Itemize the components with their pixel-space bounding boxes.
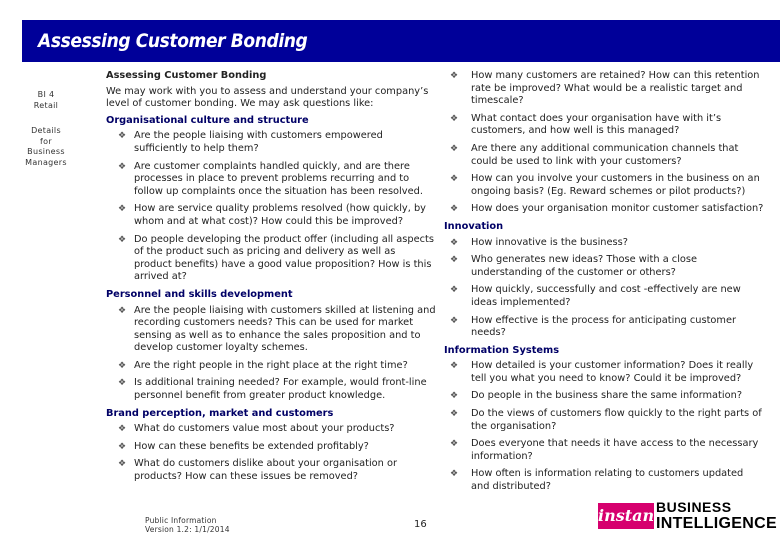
- list-item-text: How are service quality problems resolved (how quickly, by whom and at what cost)? How could this be improved?: [134, 203, 426, 227]
- diamond-bullet-icon: ❖: [449, 174, 459, 185]
- list-item: [444, 360, 764, 385]
- document-info: [145, 516, 230, 534]
- list-item: [106, 458, 436, 483]
- diamond-bullet-icon: ❖: [449, 361, 459, 372]
- list-item: [444, 237, 764, 250]
- diamond-bullet-icon: ❖: [117, 360, 127, 371]
- list-item: [444, 143, 764, 168]
- list-item: [106, 423, 436, 436]
- list-item-text: How effective is the process for anticipating customer needs?: [471, 314, 737, 339]
- logo-intelligence-text: INTELLIGENCE: [656, 515, 777, 532]
- diamond-bullet-icon: ❖: [449, 439, 459, 450]
- list-item-text: What do customers value most about your products?: [134, 423, 395, 435]
- sidebar-details-line: Details: [31, 126, 61, 135]
- diamond-bullet-icon: ❖: [117, 459, 127, 470]
- list-item-text: How quickly, successfully and cost -effectively are new ideas implemented?: [471, 284, 741, 308]
- list-item-text: Do people developing the product offer (including all aspects of the product such as pricing and delivery as well as product benefits) have a good value proposition? How is this arrived at?: [134, 233, 434, 283]
- list-item: [444, 284, 764, 309]
- diamond-bullet-icon: ❖: [449, 391, 459, 402]
- document-version: Version 1.2: 1/1/2014: [145, 525, 230, 534]
- diamond-bullet-icon: ❖: [449, 469, 459, 480]
- list-item-text: How many customers are retained? How can this retention rate be improved? What would be a realistic target and timescale?: [471, 70, 760, 107]
- list-item: [106, 441, 436, 454]
- content-title: Assessing Customer Bonding: [106, 70, 267, 81]
- list-item: [444, 315, 764, 340]
- list-item-text: How does your organisation monitor customer satisfaction?: [471, 203, 764, 215]
- logo-instant-mark: instant: [598, 503, 654, 529]
- list-item: [444, 390, 764, 403]
- document-classification: Public Information: [145, 516, 217, 525]
- diamond-bullet-icon: ❖: [449, 71, 459, 81]
- right-column: [444, 70, 764, 499]
- list-item-text: How can these benefits be extended profitably?: [134, 440, 369, 452]
- diamond-bullet-icon: ❖: [449, 143, 459, 154]
- sidebar-segment: Retail: [33, 100, 59, 110]
- list-item-text: Are the right people in the right place at the right time?: [134, 359, 408, 371]
- diamond-bullet-icon: ❖: [117, 131, 127, 142]
- sidebar-code: [20, 90, 72, 111]
- diamond-bullet-icon: ❖: [449, 255, 459, 266]
- list-item-text: Are the people liaising with customers skilled at listening and recording customers needs? This can be used for market sensing as well as to enhance the sales proposition and to develop customer loyalty schemes.: [134, 304, 436, 354]
- sidebar-details-line: for: [40, 136, 52, 146]
- list-item-text: Is additional training needed? For example, would front-line personnel benefit from greater product knowledge.: [134, 377, 427, 402]
- list-item: [106, 360, 436, 373]
- instant-business-intelligence-logo: [598, 497, 776, 533]
- list-item: [106, 305, 436, 355]
- list-item-text: Are there any additional communication channels that could be used to link with your customers?: [471, 142, 739, 167]
- diamond-bullet-icon: ❖: [117, 161, 127, 172]
- list-item: [106, 130, 436, 155]
- list-item: [444, 438, 764, 463]
- diamond-bullet-icon: ❖: [117, 305, 127, 316]
- diamond-bullet-icon: ❖: [449, 113, 459, 124]
- list-item: [444, 113, 764, 138]
- list-item-text: What do customers dislike about your organisation or products? How can these issues be removed?: [134, 458, 398, 483]
- list-item: [444, 203, 764, 216]
- list-item-text: Who generates new ideas? Those with a close understanding of the customer or others?: [471, 254, 698, 278]
- list-item: [106, 234, 436, 284]
- sidebar-details-line: Business: [27, 147, 65, 156]
- list-item-text: How often is information relating to customers updated and distributed?: [471, 468, 744, 493]
- page-title: Assessing Customer Bonding: [38, 30, 308, 52]
- page-number: 16: [414, 519, 427, 530]
- section-heading-brand: Brand perception, market and customers: [106, 407, 334, 419]
- list-item-text: Do the views of customers flow quickly to the right parts of the organisation?: [471, 408, 762, 432]
- list-item-text: How detailed is your customer information? Does it really tell you what you need to know? Could it be improved?: [471, 360, 754, 384]
- section-heading-information-systems: Information Systems: [444, 344, 560, 356]
- diamond-bullet-icon: ❖: [117, 378, 127, 389]
- logo-business-text: BUSINESS: [656, 499, 732, 515]
- sidebar-details-line: Managers: [25, 157, 67, 167]
- list-item: [106, 161, 436, 199]
- section-heading-personnel: Personnel and skills development: [106, 288, 293, 300]
- diamond-bullet-icon: ❖: [449, 315, 459, 326]
- list-item: [444, 173, 764, 198]
- list-item: [444, 408, 764, 433]
- list-item-text: Do people in the business share the same information?: [471, 390, 743, 402]
- list-item: [106, 377, 436, 402]
- list-item-text: Are the people liaising with customers empowered sufficiently to help them?: [134, 130, 383, 154]
- list-item: [106, 203, 436, 228]
- list-item-text: Are customer complaints handled quickly, and are there processes in place to prevent problems recurring and to follow up complaints once the situation has been resolved.: [134, 160, 423, 197]
- intro-paragraph: We may work with you to assess and understand your company’s level of customer bonding. We may ask questions like:: [106, 85, 429, 110]
- list-item-text: What contact does your organisation have with it’s customers, and how well is this managed?: [471, 112, 722, 137]
- list-item: [444, 468, 764, 493]
- list-item: [444, 70, 764, 108]
- section-heading-innovation: Innovation: [444, 220, 504, 232]
- section-heading-culture: Organisational culture and structure: [106, 114, 309, 126]
- diamond-bullet-icon: ❖: [449, 237, 459, 248]
- diamond-bullet-icon: ❖: [117, 234, 127, 245]
- left-column: [106, 70, 436, 489]
- list-item-text: Does everyone that needs it have access to the necessary information?: [471, 438, 759, 462]
- sidebar-details: [20, 126, 72, 168]
- sidebar-code-text: BI 4: [37, 90, 55, 99]
- list-item-text: How can you involve your customers in the business on an ongoing basis? (Eg. Reward schemes or pilot products?): [471, 173, 760, 197]
- list-item: [444, 254, 764, 279]
- diamond-bullet-icon: ❖: [117, 441, 127, 452]
- diamond-bullet-icon: ❖: [117, 424, 127, 435]
- diamond-bullet-icon: ❖: [449, 409, 459, 420]
- header-bar: [0, 0, 780, 68]
- diamond-bullet-icon: ❖: [117, 204, 127, 215]
- diamond-bullet-icon: ❖: [449, 204, 459, 215]
- diamond-bullet-icon: ❖: [449, 285, 459, 296]
- list-item-text: How innovative is the business?: [471, 236, 628, 248]
